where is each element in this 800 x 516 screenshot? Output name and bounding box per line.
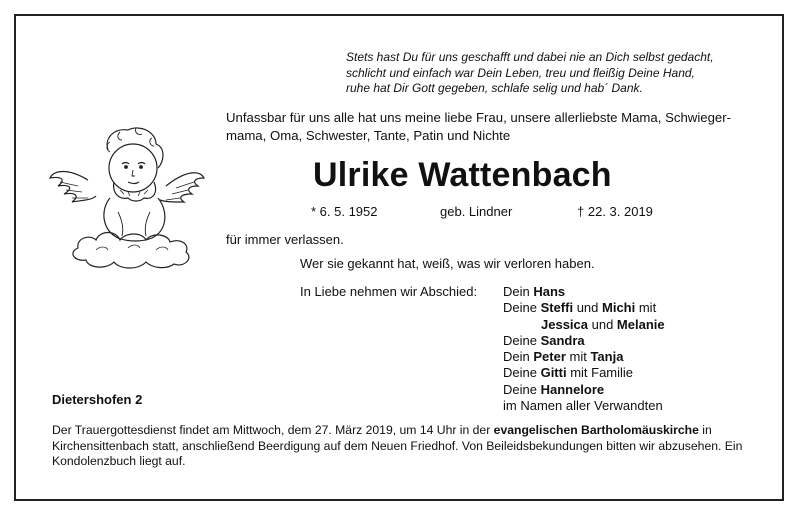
mourner-name: Hannelore [540,381,605,397]
mourner-name: Melanie [616,316,665,332]
mourner-row [503,284,665,300]
mourner-text: im Namen aller Verwandten [503,398,663,414]
left-line: für immer verlassen. [226,232,344,247]
deceased-name: Ulrike Wattenbach [313,156,612,194]
mourner-row [503,398,665,414]
maiden-name: geb. Lindner [440,204,513,219]
intro-text [226,109,756,144]
mourner-name: Gitti [540,365,567,381]
quote: Wer sie gekannt hat, weiß, was wir verloren haben. [300,256,595,271]
mourner-name: Peter [533,349,566,365]
intro-line: Unfassbar für uns alle hat uns meine liebe Frau, unsere allerliebste Mama, Schwieger- [226,110,732,125]
angel-icon [48,120,208,270]
mourner-text: Deine [503,381,541,397]
service-text: in Kirchensittenbach statt, anschließend Beerdigung auf dem Neuen Friedhof. Von Beileidsbekundungen bitten wir abzusehen. Ein Kondolenzbuch liegt auf. [52,423,743,468]
mourner-name: Tanja [590,349,624,365]
poem-line: ruhe hat Dir Gott gegeben, schlafe selig und hab´ Dank. [346,81,643,95]
birth-date: * 6. 5. 1952 [311,204,378,219]
mourner-text: und [588,316,617,332]
mourner-text: Deine [503,300,541,316]
mourner-text: mit [635,300,657,316]
mourner-row [503,349,665,365]
mourner-row [503,333,665,349]
mourner-row [503,317,665,333]
mourner-text: Deine [503,365,541,381]
mourner-text: mit [565,349,591,365]
poem-line: schlicht und einfach war Dein Leben, treu und fleißig Deine Hand, [346,65,695,80]
mourners-list [503,284,665,414]
farewell-label: In Liebe nehmen wir Abschied: [300,284,478,299]
intro-line: mama, Oma, Schwester, Tante, Patin und Nichte [226,127,511,143]
mourner-text: Dein [503,349,534,365]
mourner-name: Steffi [540,300,574,316]
address: Dietershofen 2 [52,392,143,407]
mourner-text: Deine [503,332,541,348]
mourner-row [503,365,665,381]
poem-line: Stets hast Du für uns geschafft und dabei nie an Dich selbst gedacht, [346,50,714,64]
church-name: evangelischen Bartholomäuskirche [493,423,699,437]
death-date: † 22. 3. 2019 [577,204,653,219]
service-text: Der Trauergottesdienst findet am Mittwoch, dem 27. März 2019, um 14 Uhr in der [52,423,494,437]
mourner-text: mit Familie [566,365,634,381]
mourner-name: Jessica [541,316,588,332]
mourner-row [503,300,665,316]
poem [346,50,766,97]
mourner-name: Michi [602,300,636,316]
mourner-text: Dein [503,284,534,299]
mourner-text: und [573,300,602,316]
mourner-row [503,382,665,398]
service-info [52,423,764,470]
mourner-name: Sandra [540,332,585,348]
mourner-name: Hans [533,284,566,299]
